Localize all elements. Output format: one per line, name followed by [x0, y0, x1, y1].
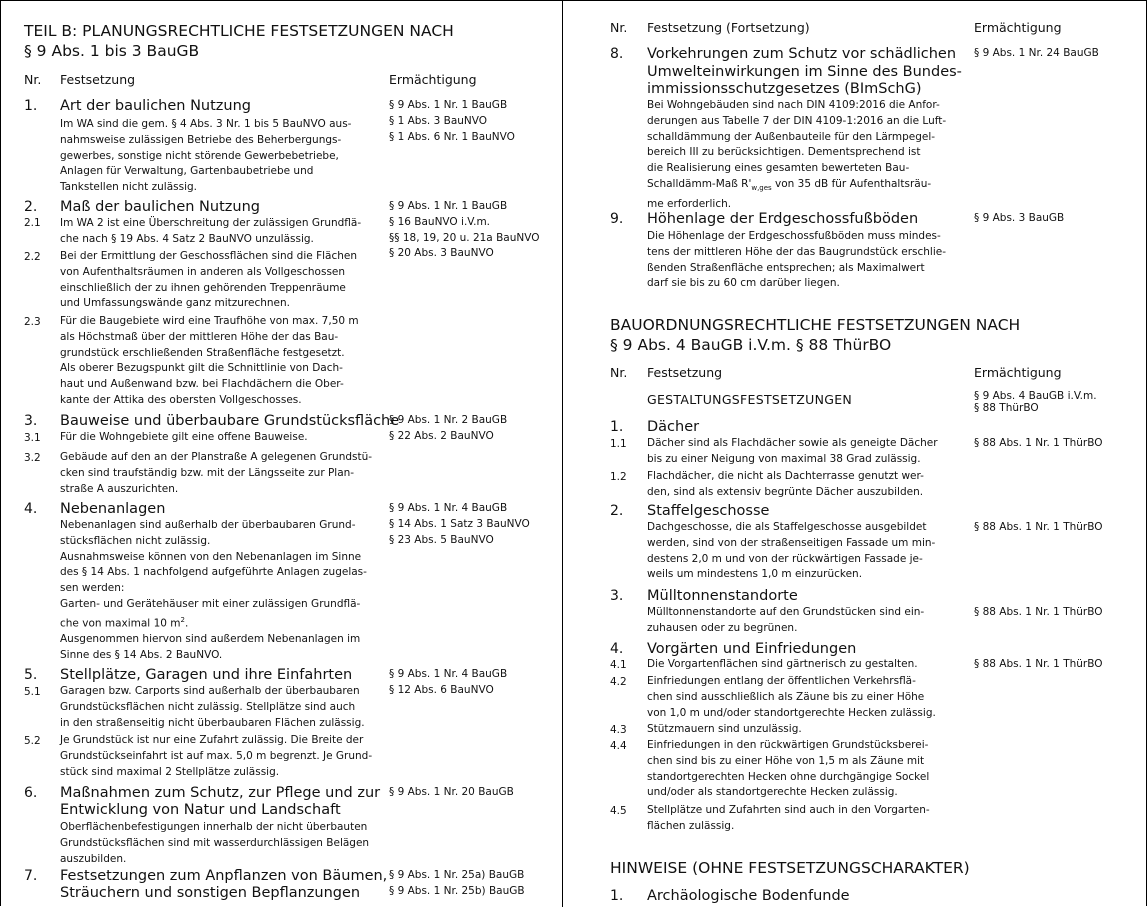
item-title: Stellplätze, Garagen und ihre Einfahrten	[60, 667, 353, 683]
item-authorization: § 9 Abs. 3 BauGB	[974, 212, 1065, 224]
sub-text: Dächer sind als Flachdächer sowie als geneigte Dächer bis zu einer Neigung von maximal 38 Grad zulässig.	[647, 437, 938, 465]
sub-text: Stellplätze und Zufahrten sind auch in den Vorgarten- flächen zulässig.	[647, 804, 930, 832]
sub-number: 3.2	[24, 452, 41, 464]
sub-number: 4.5	[610, 805, 627, 817]
item-authorization: § 9 Abs. 1 Nr. 25a) BauGB § 9 Abs. 1 Nr. 25b) BauGB	[389, 869, 525, 897]
item-number: 4.	[610, 641, 624, 657]
item-authorization: § 9 Abs. 1 Nr. 1 BauGB § 16 BauNVO i.V.m. §§ 18, 19, 20 u. 21a BauNVO § 20 Abs. 3 BauNVO	[389, 200, 540, 260]
sub-text: Im WA 2 ist eine Überschreitung der zulässigen Grundflä- che nach § 19 Abs. 4 Satz 2 BauNVO unzulässig.	[60, 217, 362, 245]
sub-text: Je Grundstück ist nur eine Zufahrt zulässig. Die Breite der Grundstückseinfahrt ist auf max. 5,0 m begrenzt. Je Grund- stück sind maximal 2 Stellplätze zulässig.	[60, 734, 373, 778]
item-number: 2.	[610, 503, 624, 519]
sub-number: 4.1	[610, 659, 627, 671]
item-title: Festsetzungen zum Anpflanzen von Bäumen,	[60, 868, 388, 884]
item-text: Die Höhenlage der Erdgeschossfußböden muss mindes- tens der mittleren Höhe der das Baugrundstück erschlie- ßenden Straßenfläche entsprechen; als Maximalwert darf sie bis zu 60 cm darüber liegen.	[647, 230, 947, 290]
item-number: 1.	[610, 888, 624, 904]
sub-number: 2.2	[24, 251, 41, 263]
sub-text: Gebäude auf den an der Planstraße A gelegenen Grundstü- cken sind traufständig bzw. mit der Längsseite zur Plan- straße A auszurichten.	[60, 451, 373, 495]
item-authorization: § 9 Abs. 1 Nr. 4 BauGB § 12 Abs. 6 BauNVO	[389, 668, 508, 696]
item-number: 1.	[610, 419, 624, 435]
item-title-line2: Entwicklung von Natur und Landschaft	[60, 802, 341, 818]
item-title: Nebenanlagen	[60, 501, 166, 517]
item-authorization: § 9 Abs. 1 Nr. 1 BauGB § 1 Abs. 3 BauNVO § 1 Abs. 6 Nr. 1 BauNVO	[389, 99, 515, 143]
item-number: 1.	[24, 98, 38, 114]
item-title: Maß der baulichen Nutzung	[60, 199, 260, 215]
sub-number: 4.4	[610, 740, 627, 752]
item-authorization: § 9 Abs. 1 Nr. 2 BauGB § 22 Abs. 2 BauNVO	[389, 414, 508, 442]
item-number: 4.	[24, 501, 38, 517]
item-title: Mülltonnenstandorte	[647, 588, 798, 604]
item-text: Dachgeschosse, die als Staffelgeschosse ausgebildet werden, sind von der straßenseitigen Fassade um min- destens 2,0 m und von der rückwärtigen Fassade je- weils um mindestens 1,0 m einzurücken.	[647, 521, 936, 581]
item-authorization: § 88 Abs. 1 Nr. 1 ThürBO	[974, 437, 1103, 449]
item-text: Oberflächenbefestigungen innerhalb der nicht überbauten Grundstücksflächen sind mit wasserdurchlässigen Belägen auszubilden.	[60, 821, 370, 865]
section-title-sub: § 9 Abs. 4 BauGB i.V.m. § 88 ThürBO	[610, 336, 892, 354]
item-title: Dächer	[647, 419, 700, 435]
sub-number: 5.2	[24, 735, 41, 747]
sub-text: Garagen bzw. Carports sind außerhalb der überbaubaren Grundstücksflächen nicht zulässig. Stellplätze sind auch in den straßenseitig nicht überbaubaren Flächen zulässig.	[60, 685, 365, 729]
section-title-sub: § 9 Abs. 1 bis 3 BauGB	[24, 42, 200, 60]
item-number: 7.	[24, 868, 38, 884]
sub-number: 2.1	[24, 217, 41, 229]
item-title: Bauweise und überbaubare Grundstücksfläche	[60, 413, 400, 429]
item-authorization: § 9 Abs. 4 BauGB i.V.m. § 88 ThürBO	[974, 390, 1097, 414]
col-header-ermaechtigung: Ermächtigung	[974, 20, 1062, 35]
sub-text: Flachdächer, die nicht als Dachterrasse genutzt wer- den, sind als extensiv begrünte Dächer auszubilden.	[647, 470, 924, 498]
sub-number: 4.2	[610, 676, 627, 688]
item-authorization: § 88 Abs. 1 Nr. 1 ThürBO	[974, 658, 1103, 670]
col-header-ermaechtigung: Ermächtigung	[974, 365, 1062, 380]
sub-number: 5.1	[24, 686, 41, 698]
col-header-nr: Nr.	[610, 20, 628, 35]
item-title: Vorkehrungen zum Schutz vor schädlichen	[647, 46, 957, 62]
item-authorization: § 9 Abs. 1 Nr. 24 BauGB	[974, 47, 1099, 59]
item-text: Nebenanlagen sind außerhalb der überbaubaren Grund- stücksflächen nicht zulässig. Ausnahmsweise können von den Nebenanlagen im Sinne des § 14 Abs. 1 nachfolgend aufgeführte Anlagen zugelas- sen werden: Garten- und Gerätehäuser mit einer zulässigen Grundflä- che von maximal 10 $m^2$. Ausgenommen hiervon sind außerdem Nebenanlagen im Sinne des § 14 Abs. 2 BauNVO.	[60, 519, 367, 661]
sub-number: 3.1	[24, 432, 41, 444]
col-header-festsetzung: Festsetzung	[647, 365, 723, 380]
item-number: 8.	[610, 46, 624, 62]
item-number: 9.	[610, 211, 624, 227]
sub-text: Für die Baugebiete wird eine Traufhöhe von max. 7,50 m als Höchstmaß über der mittleren Höhe der das Bau- grundstück erschließenden Straßenfläche festgesetzt. Als oberer Bezugspunkt gilt die Schnittlinie von Dach- haut und Außenwand bzw. bei Flachdächern die Ober- kante der Attika des obersten Vollgeschosses.	[60, 315, 359, 406]
item-number: 3.	[610, 588, 624, 604]
sub-number: 1.2	[610, 471, 627, 483]
item-title-line2: Umwelteinwirkungen im Sinne des Bundes-	[647, 64, 962, 80]
sub-text: Stützmauern sind unzulässig.	[647, 723, 802, 735]
item-number: 6.	[24, 785, 38, 801]
sub-number: 4.3	[610, 724, 627, 736]
col-header-festsetzung: Festsetzung (Fortsetzung)	[647, 20, 810, 35]
item-text: Bei Wohngebäuden sind nach DIN 4109:2016 die Anfor- derungen aus Tabelle 7 der DIN 4109-1:2016 an die Luft- schalldämmung der Außenbauteile für den Lärmpegel- bereich III zu berücksichtigen. Dementsprechend ist die Realisierung eines gesamten bewerteten Bau- Schalldämm-Maß $R'_{w,ges}$ von 35 dB für Aufenthaltsräu- me erforderlich.	[647, 99, 947, 210]
sub-text: Einfriedungen entlang der öffentlichen Verkehrsflä- chen sind ausschließlich als Zäune bis zu einer Höhe von 1,0 m und/oder standortgerechte Hecken zulässig.	[647, 675, 936, 719]
item-title: Art der baulichen Nutzung	[60, 98, 252, 114]
item-number: 3.	[24, 413, 38, 429]
section-title: BAUORDNUNGSRECHTLICHE FESTSETZUNGEN NACH	[610, 316, 1021, 334]
item-text: Im WA sind die gem. § 4 Abs. 3 Nr. 1 bis 5 BauNVO aus- nahmsweise zulässigen Betriebe des Beherbergungs- gewerbes, sonstige nicht störende Gewerbebetriebe, Anlagen für Verwaltung, Gartenbaubetriebe und Tankstellen nicht zulässig.	[60, 118, 352, 194]
column-divider	[562, 0, 563, 907]
sub-number: 1.1	[610, 438, 627, 450]
item-number: 5.	[24, 667, 38, 683]
item-authorization: § 88 Abs. 1 Nr. 1 ThürBO	[974, 521, 1103, 533]
gestaltung-heading: GESTALTUNGSFESTSETZUNGEN	[647, 392, 853, 407]
item-title: Vorgärten und Einfriedungen	[647, 641, 857, 657]
sub-text: Einfriedungen in den rückwärtigen Grundstücksberei- chen sind bis zu einer Höhe von 1,5 m als Zäune mit standortgerechten Hecken ohne durchgängige Sockel und/oder als standortgerechte Hecken zulässig.	[647, 739, 930, 799]
sub-text: Bei der Ermittlung der Geschossflächen sind die Flächen von Aufenthaltsräumen in anderen als Vollgeschossen einschließlich der zu ihnen gehörenden Treppenräume und Umfassungswände ganz mitzurechnen.	[60, 250, 357, 310]
item-text: Mülltonnenstandorte auf den Grundstücken sind ein- zuhausen oder zu begrünen.	[647, 606, 925, 634]
item-title: Staffelgeschosse	[647, 503, 770, 519]
col-header-nr: Nr.	[610, 365, 628, 380]
item-title-line3: immissionsschutzgesetzes (BImSchG)	[647, 81, 922, 97]
item-authorization: § 9 Abs. 1 Nr. 4 BauGB § 14 Abs. 1 Satz 3 BauNVO § 23 Abs. 5 BauNVO	[389, 502, 530, 546]
item-title: Archäologische Bodenfunde	[647, 888, 850, 904]
item-title: Maßnahmen zum Schutz, zur Pflege und zur	[60, 785, 381, 801]
item-number: 2.	[24, 199, 38, 215]
sub-number: 2.3	[24, 316, 41, 328]
item-title-line2: Sträuchern und sonstigen Bepflanzungen	[60, 885, 361, 901]
col-header-nr: Nr.	[24, 72, 42, 87]
col-header-festsetzung: Festsetzung	[60, 72, 136, 87]
item-title: Höhenlage der Erdgeschossfußböden	[647, 211, 919, 227]
sub-text: Die Vorgartenflächen sind gärtnerisch zu gestalten.	[647, 658, 918, 670]
hinweise-title: HINWEISE (OHNE FESTSETZUNGSCHARAKTER)	[610, 859, 970, 877]
item-authorization: § 88 Abs. 1 Nr. 1 ThürBO	[974, 606, 1103, 618]
section-title: TEIL B: PLANUNGSRECHTLICHE FESTSETZUNGEN NACH	[24, 22, 454, 40]
col-header-ermaechtigung: Ermächtigung	[389, 72, 477, 87]
item-authorization: § 9 Abs. 1 Nr. 20 BauGB	[389, 786, 514, 798]
sub-text: Für die Wohngebiete gilt eine offene Bauweise.	[60, 431, 308, 443]
